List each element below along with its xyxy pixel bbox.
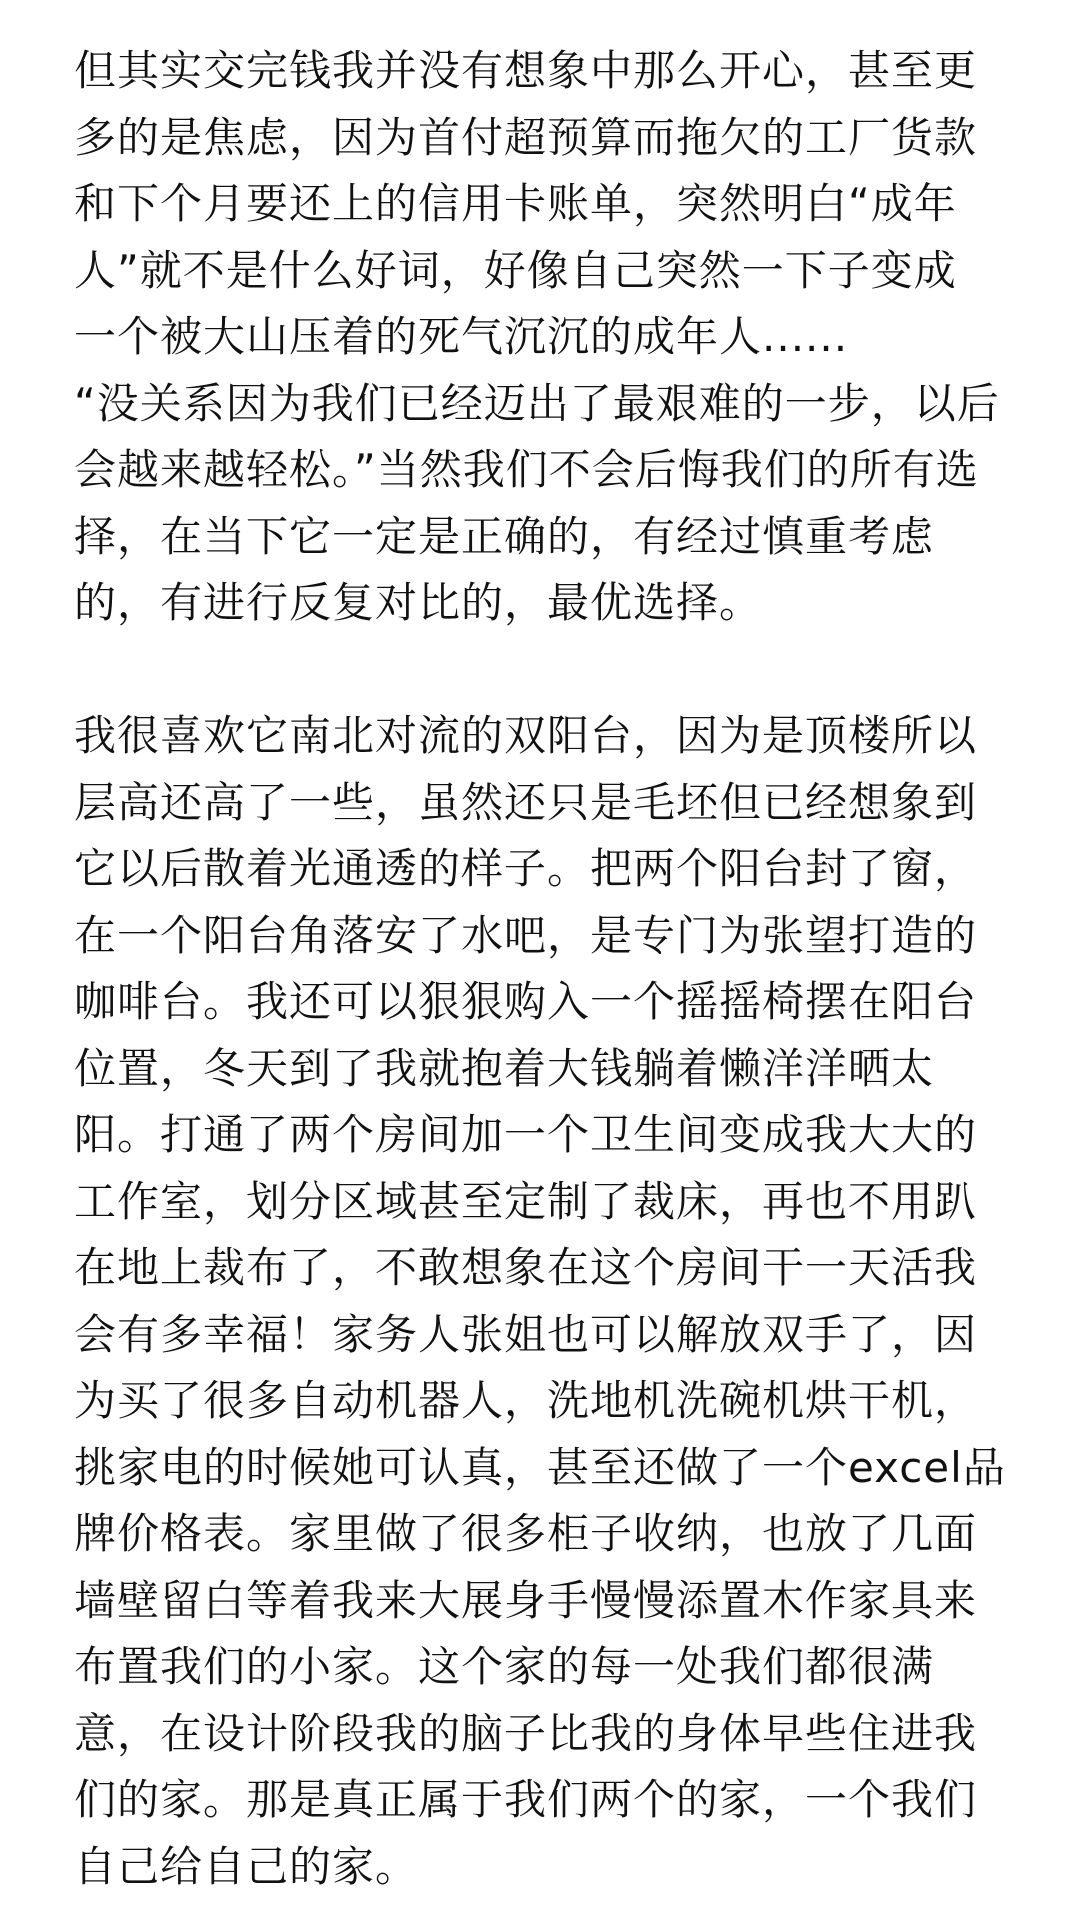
text-line: 会越来越轻松。”当然我们不会后悔我们的所有选 xyxy=(74,445,979,494)
paragraph-1 xyxy=(74,38,1034,637)
text-line: 人”就不是什么好词，好像自己突然一下子变成 xyxy=(74,245,957,295)
text-line: 它以后散着光通透的样子。把两个阳台封了窗， xyxy=(74,844,978,893)
text-line: 在一个阳台角落安了水吧，是专门为张望打造的 xyxy=(74,910,978,960)
text-line: 墙壁留白等着我来大展身手慢慢添置木作家具来 xyxy=(74,1575,978,1625)
text-line: 挑家电的时候她可认真，甚至还做了一个excel品 xyxy=(74,1442,1006,1492)
text-line: 咖啡台。我还可以狠狠购入一个摇摇椅摆在阳台 xyxy=(74,977,978,1026)
text-line: 布置我们的小家。这个家的每一处我们都很满 xyxy=(74,1642,935,1691)
text-line: 的，有进行反复对比的，最优选择。 xyxy=(74,578,763,627)
text-line: 和下个月要还上的信用卡账单，突然明白“成年 xyxy=(74,179,957,228)
text-line: 层高还高了一些，虽然还只是毛坯但已经想象到 xyxy=(74,777,978,827)
text-line: 我很喜欢它南北对流的双阳台，因为是顶楼所以 xyxy=(74,711,978,760)
text-line: 为买了很多自动机器人，洗地机洗碗机烘干机， xyxy=(74,1376,978,1425)
text-line: 牌价格表。家里做了很多柜子收纳，也放了几面 xyxy=(74,1509,978,1558)
text-line: 在地上裁布了，不敢想象在这个房间干一天活我 xyxy=(74,1243,978,1292)
text-line: 多的是焦虑，因为首付超预算而拖欠的工厂货款 xyxy=(74,112,978,162)
text-line: 但其实交完钱我并没有想象中那么开心，甚至更 xyxy=(74,46,978,95)
text-line: “没关系因为我们已经迈出了最艰难的一步，以后 xyxy=(74,378,1000,428)
paragraph-2 xyxy=(74,703,1034,1900)
article-body xyxy=(74,38,1034,1900)
text-line: 阳。打通了两个房间加一个卫生间变成我大大的 xyxy=(74,1110,978,1159)
text-line: 意，在设计阶段我的脑子比我的身体早些住进我 xyxy=(74,1708,978,1758)
text-line: 择，在当下它一定是正确的，有经过慎重考虑 xyxy=(74,511,935,561)
text-line: 会有多幸福！家务人张姐也可以解放双手了，因 xyxy=(74,1309,978,1359)
text-line: 自己给自己的家。 xyxy=(74,1841,419,1891)
text-line: 一个被大山压着的死气沉沉的成年人...... xyxy=(74,312,849,361)
text-line: 位置，冬天到了我就抱着大钱躺着懒洋洋晒太 xyxy=(74,1043,935,1093)
text-line: 工作室，划分区域甚至定制了裁床，再也不用趴 xyxy=(74,1176,978,1226)
text-line: 们的家。那是真正属于我们两个的家，一个我们 xyxy=(74,1775,978,1824)
